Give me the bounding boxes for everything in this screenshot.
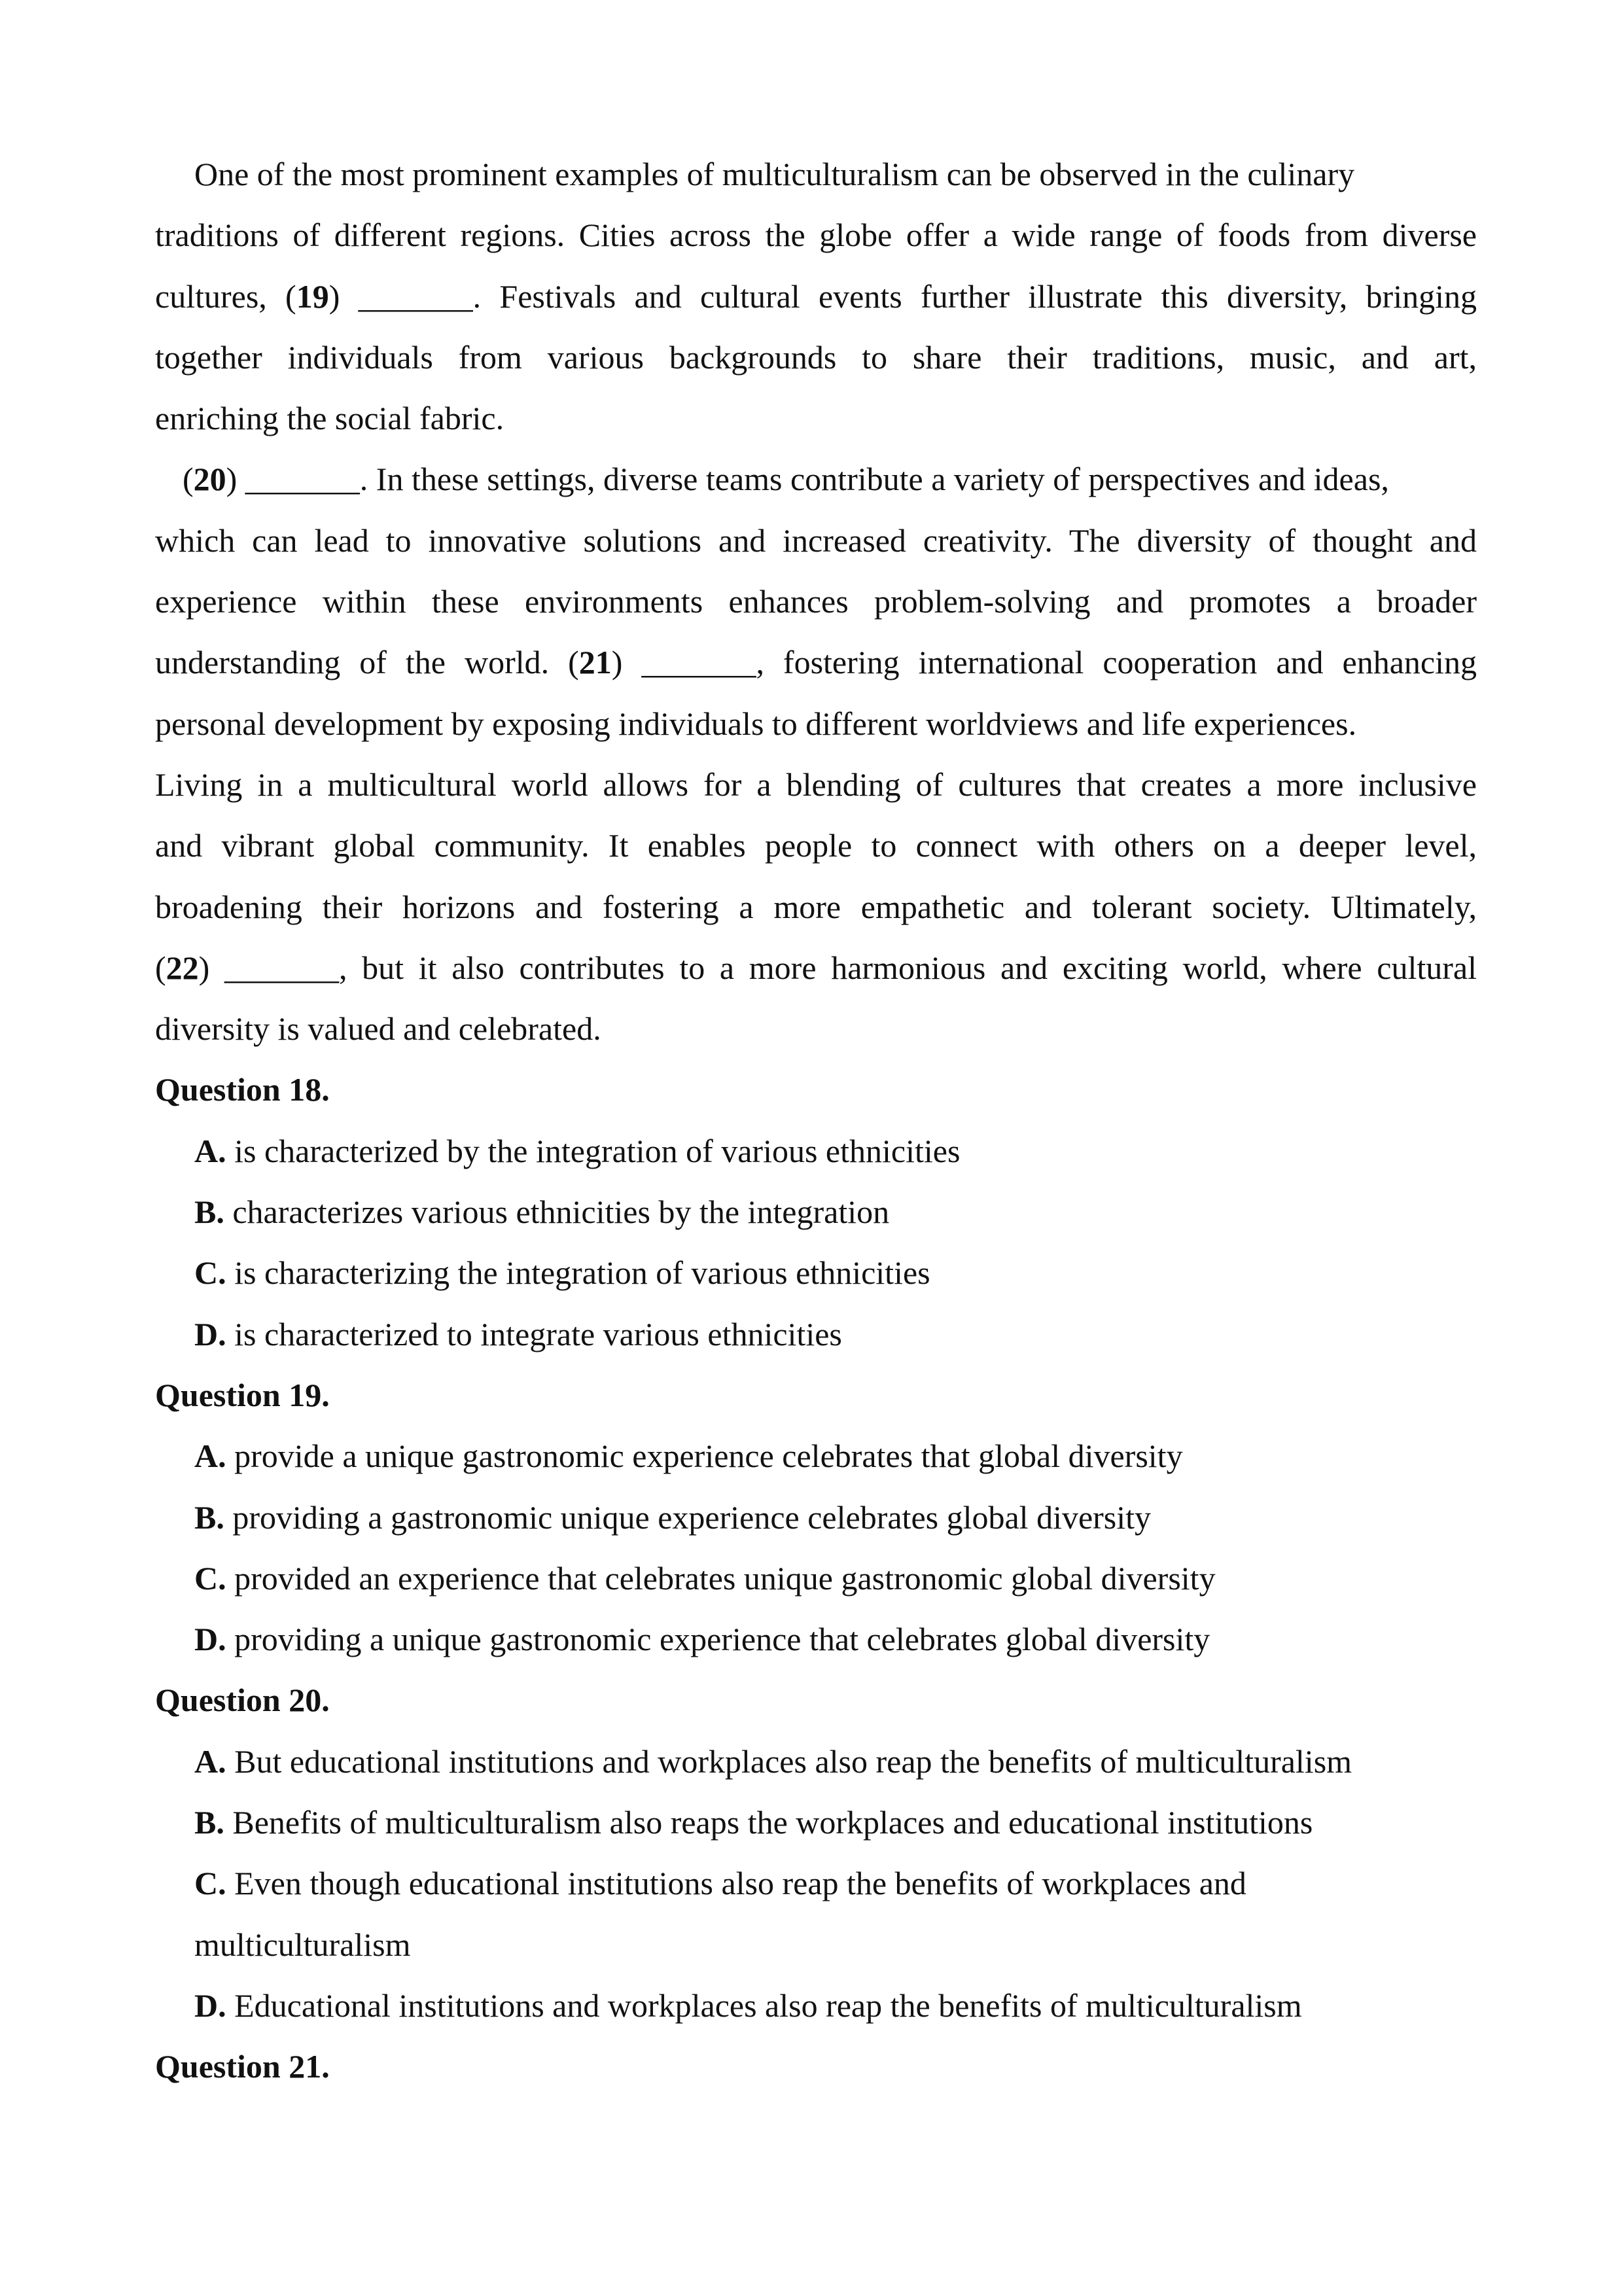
option-letter: B.	[194, 1804, 224, 1841]
passage-text: (	[183, 461, 194, 498]
passage-line	[155, 694, 1477, 754]
option-text: multiculturalism	[194, 1926, 411, 1963]
blank-number-22: 22	[166, 949, 199, 986]
option-text: Even though educational institutions also reap the benefits of workplaces and	[226, 1865, 1246, 1902]
option-letter: A.	[194, 1742, 226, 1780]
passage-line	[155, 998, 1477, 1059]
blank-number-19: 19	[296, 277, 329, 315]
option-letter: B.	[194, 1193, 224, 1231]
passage-text: and vibrant global community. It enables people to connect with others on a deeper level,	[155, 827, 1477, 864]
passage-text: traditions of different regions. Cities across the globe offer a wide range of foods from diverse	[155, 217, 1477, 254]
question-18-option-d[interactable]	[155, 1304, 1477, 1365]
passage-text: One of the most prominent examples of multiculturalism can be observed in the culinary	[194, 156, 1355, 192]
passage-text: ) _______, fostering international cooperation and enhancing	[611, 644, 1477, 681]
passage-text: diversity is valued and celebrated.	[155, 1010, 601, 1048]
option-letter: D.	[194, 1621, 226, 1658]
option-letter: C.	[194, 1559, 226, 1597]
question-19-option-a[interactable]	[155, 1426, 1477, 1487]
question-19-title: Question 19.	[155, 1376, 330, 1413]
passage-text: personal development by exposing individuals to different worldviews and life experiences.	[155, 705, 1357, 742]
question-18-title: Question 18.	[155, 1071, 330, 1108]
passage-text: understanding of the world. (	[155, 644, 579, 681]
option-text: providing a unique gastronomic experience that celebrates global diversity	[226, 1621, 1210, 1658]
question-19-option-c[interactable]	[155, 1548, 1477, 1609]
question-20-option-c[interactable]	[155, 1853, 1477, 1914]
option-letter: A.	[194, 1132, 226, 1169]
question-20-option-a[interactable]	[155, 1731, 1477, 1792]
passage-line	[155, 266, 1477, 327]
option-letter: C.	[194, 1865, 226, 1902]
option-text: characterizes various ethnicities by the integration	[224, 1193, 890, 1231]
passage-line	[155, 754, 1477, 815]
question-20-option-d[interactable]	[155, 1975, 1477, 2036]
option-text: provide a unique gastronomic experience celebrates that global diversity	[226, 1438, 1183, 1475]
passage-text: ) _______. In these settings, diverse teams contribute a variety of perspectives and ideas,	[226, 461, 1389, 498]
passage-line	[155, 449, 1477, 510]
passage-text: enriching the social fabric.	[155, 400, 504, 437]
blank-number-20: 20	[193, 461, 226, 498]
passage-line	[155, 571, 1477, 632]
question-20-option-b[interactable]	[155, 1792, 1477, 1853]
question-19-option-d[interactable]	[155, 1609, 1477, 1670]
passage-text: ) _______, but it also contributes to a more harmonious and exciting world, where cultural	[198, 949, 1477, 986]
passage-text: cultures, (	[155, 277, 296, 315]
passage-text: broadening their horizons and fostering a more empathetic and tolerant society. Ultimately,	[155, 888, 1477, 925]
question-20-option-c-continued[interactable]	[155, 1915, 1477, 1975]
passage-line	[155, 327, 1477, 388]
passage-text: (	[155, 949, 166, 986]
option-letter: D.	[194, 1987, 226, 2024]
passage-line	[155, 144, 1477, 205]
question-19-option-b[interactable]	[155, 1487, 1477, 1548]
question-20-title: Question 20.	[155, 1682, 330, 1719]
option-text: providing a gastronomic unique experience celebrates global diversity	[224, 1498, 1152, 1536]
passage-text: Living in a multicultural world allows for a blending of cultures that creates a more inclusive	[155, 766, 1477, 803]
option-text: is characterized by the integration of various ethnicities	[226, 1132, 961, 1169]
option-letter: D.	[194, 1315, 226, 1352]
document-page	[155, 144, 1477, 2098]
option-letter: C.	[194, 1254, 226, 1292]
passage-line	[155, 632, 1477, 693]
option-text: Benefits of multiculturalism also reaps the workplaces and educational institutions	[224, 1804, 1313, 1841]
option-letter: A.	[194, 1438, 226, 1475]
option-text: Educational institutions and workplaces also reap the benefits of multiculturalism	[226, 1987, 1302, 2024]
option-text: is characterizing the integration of various ethnicities	[226, 1254, 930, 1292]
option-text: provided an experience that celebrates unique gastronomic global diversity	[226, 1559, 1216, 1597]
question-18-option-b[interactable]	[155, 1182, 1477, 1243]
passage-line	[155, 815, 1477, 876]
passage-line	[155, 388, 1477, 449]
passage-text: together individuals from various backgrounds to share their traditions, music, and art,	[155, 338, 1477, 376]
passage-line	[155, 205, 1477, 266]
option-text: But educational institutions and workplaces also reap the benefits of multiculturalism	[226, 1742, 1352, 1780]
blank-number-21: 21	[578, 644, 612, 681]
question-18-option-a[interactable]	[155, 1121, 1477, 1182]
question-18-option-c[interactable]	[155, 1243, 1477, 1303]
option-letter: B.	[194, 1498, 224, 1536]
passage-text: which can lead to innovative solutions and increased creativity. The diversity of thought and	[155, 521, 1477, 559]
question-21-title: Question 21.	[155, 2048, 330, 2085]
passage-text: experience within these environments enhances problem-solving and promotes a broader	[155, 583, 1477, 620]
passage-line	[155, 938, 1477, 998]
passage-line	[155, 877, 1477, 938]
passage-line	[155, 510, 1477, 571]
option-text: is characterized to integrate various ethnicities	[226, 1315, 842, 1352]
passage-text: ) _______. Festivals and cultural events further illustrate this diversity, bringing	[328, 277, 1477, 315]
